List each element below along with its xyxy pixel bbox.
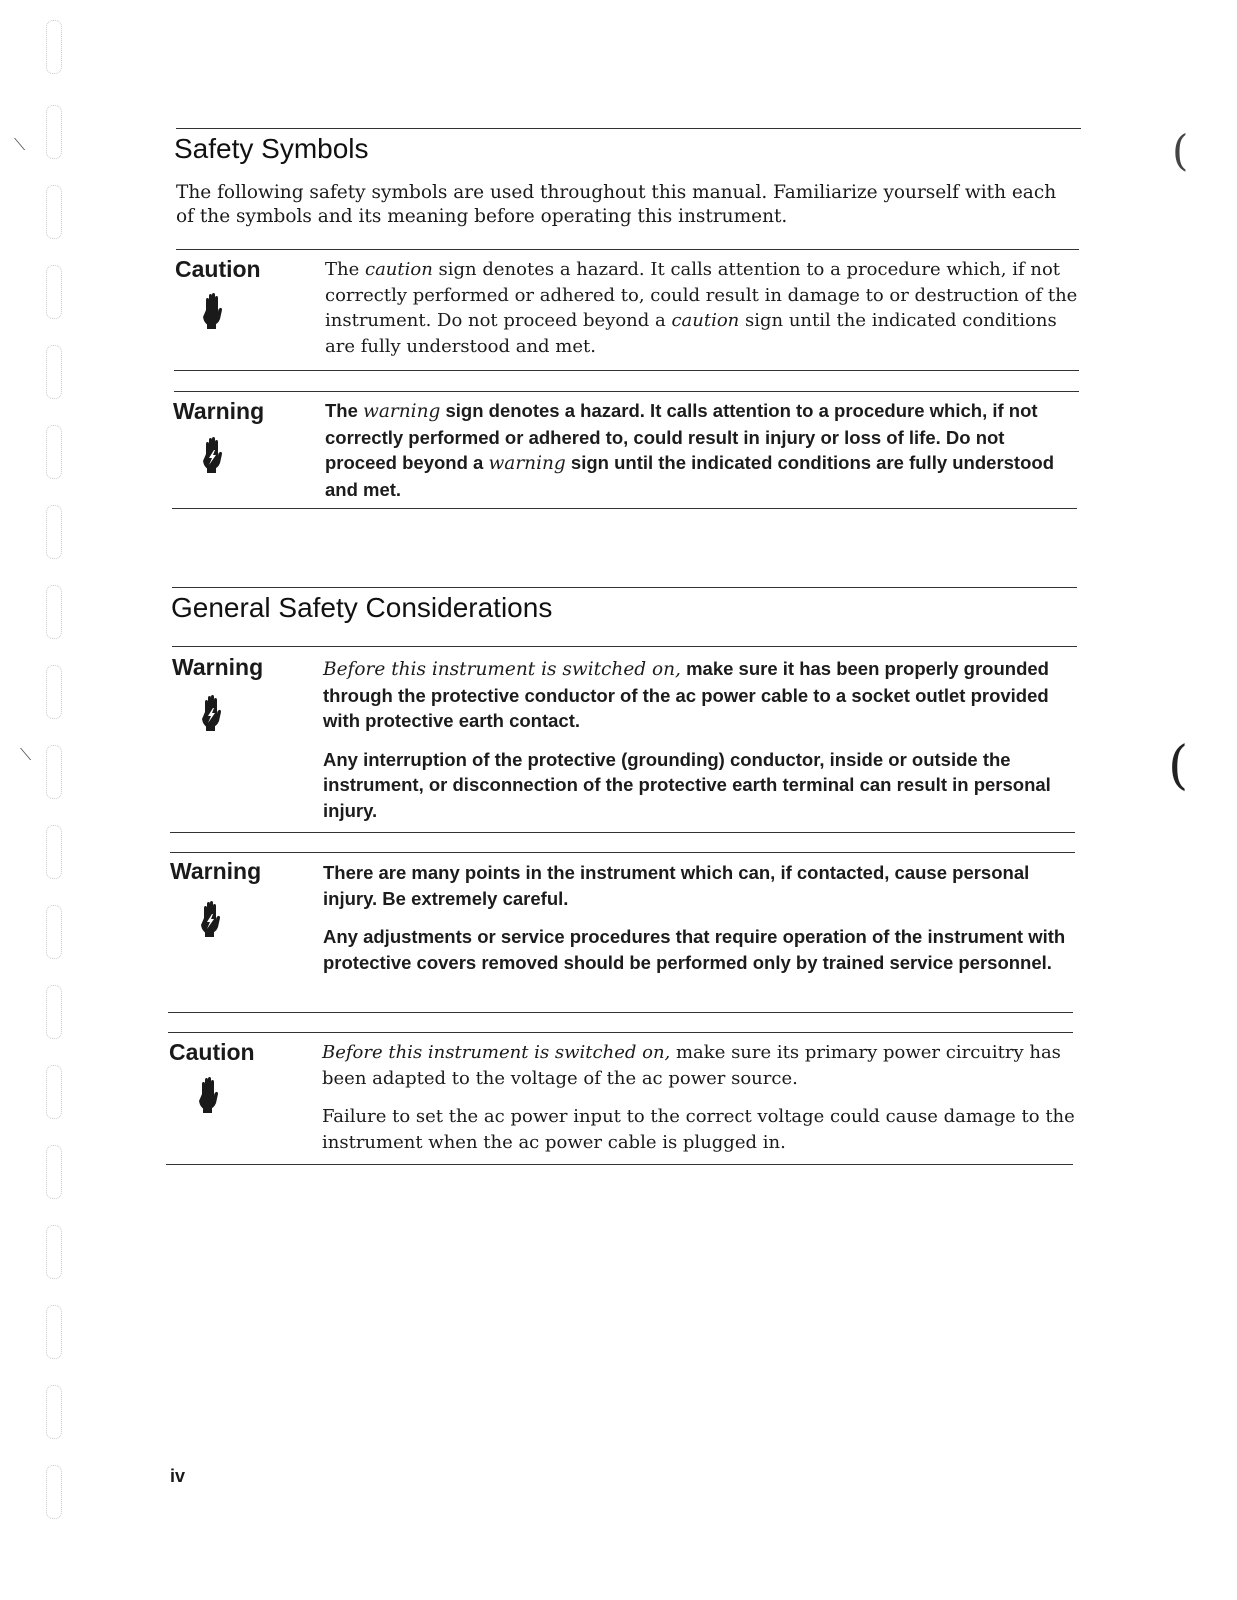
section-heading-general-safety: General Safety Considerations — [171, 592, 553, 623]
binder-hole-mark — [46, 345, 62, 399]
warning-text: Any interruption of the protective (grounding) conductor, inside or outside the instrument, or disconnection of the protective earth terminal can result in personal injury. — [323, 748, 1051, 821]
divider — [176, 128, 1081, 129]
warning-label: Warning — [170, 858, 262, 884]
divider — [172, 508, 1077, 509]
divider — [170, 832, 1075, 833]
caution-text: sign until the indicated conditions are fully understood and met. — [325, 310, 1057, 357]
caution-text: make sure its primary power circuitry has been adapted to the voltage of the ac power source. — [322, 1042, 1061, 1089]
binder-hole-mark — [46, 905, 62, 959]
scan-bracket-mark: ( — [1172, 126, 1189, 175]
divider — [168, 1032, 1073, 1033]
divider — [176, 249, 1079, 250]
warning-emphasis: warning — [363, 401, 441, 422]
divider — [166, 1164, 1073, 1165]
binder-hole-mark — [46, 1145, 62, 1199]
warning-grounding-description — [323, 656, 1078, 823]
binder-hole-mark — [46, 745, 62, 799]
caution-description — [325, 257, 1080, 359]
divider — [172, 646, 1077, 647]
divider — [174, 370, 1079, 371]
warning-text: sign denotes a hazard. It calls attention to a procedure which, if not correctly performed or adhered to, could result in injury or loss of life. Do not proceed beyond a — [325, 400, 1038, 473]
binder-hole-mark — [46, 185, 62, 239]
binder-hole-mark — [46, 1465, 62, 1519]
caution-emphasis: caution — [364, 259, 433, 280]
caution-emphasis: Before this instrument is switched on, — [322, 1042, 671, 1063]
warning-hand-icon — [198, 694, 224, 732]
caution-text: sign denotes a hazard. It calls attention to a procedure which, if not correctly performed or adhered to, could result in damage to or destruction of the instrument. Do not proceed beyond a — [325, 259, 1078, 331]
warning-hand-icon — [197, 900, 223, 938]
binder-hole-mark — [46, 505, 62, 559]
divider — [168, 1012, 1073, 1013]
binder-hole-mark — [46, 425, 62, 479]
warning-hand-icon — [199, 436, 225, 474]
caution-power-description — [322, 1040, 1077, 1155]
caution-hand-icon — [195, 1076, 221, 1114]
warning-description — [325, 398, 1080, 502]
binder-hole-mark — [46, 1385, 62, 1439]
intro-text: The following safety symbols are used throughout this manual. Familiarize yourself with each of the symbols and its meaning before operating this instrument. — [176, 182, 1057, 227]
binder-hole-mark — [46, 1065, 62, 1119]
warning-text: Any adjustments or service procedures that require operation of the instrument with protective covers removed should be performed only by trained service personnel. — [323, 926, 1066, 973]
binder-hole-mark — [46, 1225, 62, 1279]
scan-artifact-mark: ⟍ — [20, 745, 32, 764]
binder-hole-mark — [46, 985, 62, 1039]
caution-text: Failure to set the ac power input to the correct voltage could cause damage to the instrument when the ac power cable is plugged in. — [322, 1106, 1075, 1153]
warning-emphasis: warning — [488, 453, 566, 474]
caution-label: Caution — [175, 256, 261, 282]
caution-label: Caution — [169, 1039, 255, 1065]
warning-text: make sure it has been properly grounded through the protective conductor of the ac power cable to a socket outlet provided with protective earth contact. — [323, 658, 1049, 731]
binder-hole-mark — [46, 20, 62, 74]
binder-hole-mark — [46, 665, 62, 719]
warning-text: sign until the indicated conditions are fully understood and met. — [325, 452, 1054, 500]
caution-emphasis: caution — [671, 310, 740, 331]
page-number: iv — [170, 1466, 186, 1486]
binder-hole-mark — [46, 825, 62, 879]
divider — [172, 587, 1077, 588]
warning-label: Warning — [173, 398, 265, 424]
binder-hole-mark — [46, 585, 62, 639]
binder-hole-mark — [46, 1305, 62, 1359]
warning-contact-description — [323, 860, 1078, 975]
scan-bracket-mark: ( — [1168, 736, 1189, 796]
caution-text: The — [325, 259, 365, 280]
warning-label: Warning — [172, 654, 264, 680]
scan-artifact-mark: ⟍ — [14, 135, 26, 154]
warning-emphasis: Before this instrument is switched on, — [323, 659, 681, 680]
warning-text: There are many points in the instrument which can, if contacted, cause personal injury. Be extremely careful. — [323, 862, 1030, 909]
divider — [170, 852, 1075, 853]
section-heading-safety-symbols: Safety Symbols — [174, 133, 369, 164]
binder-hole-mark — [46, 265, 62, 319]
binder-hole-mark — [46, 105, 62, 159]
caution-hand-icon — [199, 292, 225, 330]
divider — [174, 391, 1079, 392]
warning-text: The — [325, 400, 364, 421]
